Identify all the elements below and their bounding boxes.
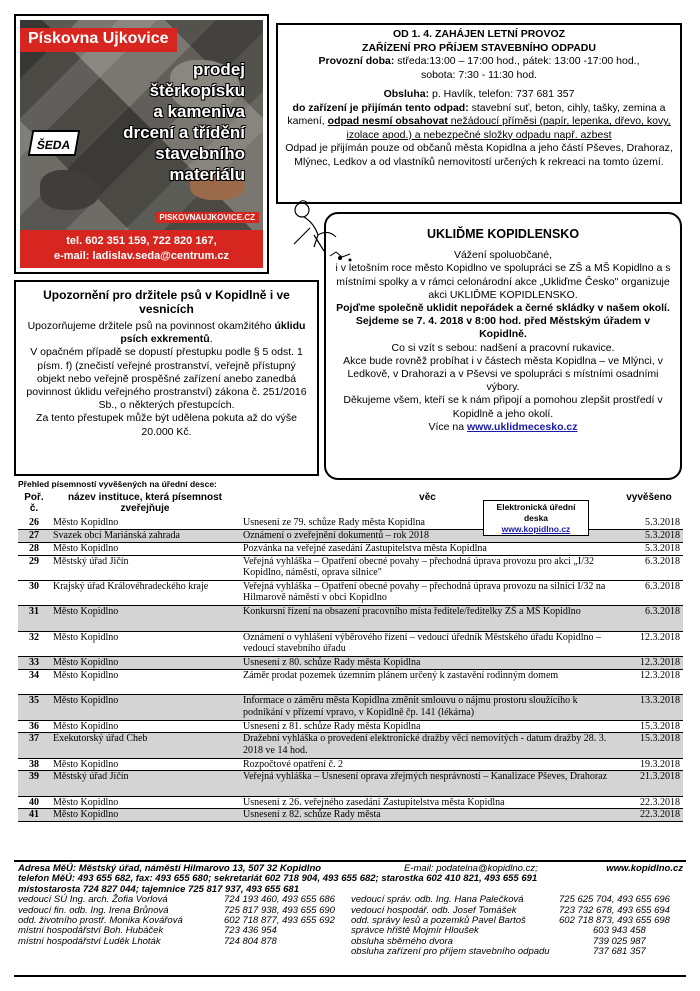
notice-table bbox=[18, 491, 683, 822]
footer-contact-value: 602 718 877, 493 655 692 bbox=[224, 914, 335, 926]
hours-saturday: sobota: 7:30 - 11:30 hod. bbox=[421, 68, 537, 81]
dog-notice-p3: Za tento přestupek může být udělena pokuta až do výše 20.000 Kč. bbox=[36, 412, 297, 438]
advert-web: PISKOVNAUJKOVICE.CZ bbox=[155, 212, 259, 223]
notice-number: 28 bbox=[18, 542, 50, 555]
notice-institution: Svazek obcí Mariánská zahrada bbox=[50, 530, 240, 543]
notice-date: 12.3.2018 bbox=[615, 657, 683, 670]
notice-date: 15.3.2018 bbox=[615, 733, 683, 758]
notice-number: 38 bbox=[18, 758, 50, 771]
notice-row bbox=[18, 758, 683, 771]
notice-number: 26 bbox=[18, 517, 50, 530]
hours-value: středa:13:00 – 17:00 hod., pátek: 13:00 -17:00 hod., bbox=[394, 55, 640, 67]
cleanup-more bbox=[334, 421, 672, 434]
notice-institution: Městský úřad Jičín bbox=[50, 771, 240, 796]
footer-contact-value: 723 436 954 bbox=[224, 925, 277, 937]
notice-subject: Usnesení ze 79. schůze Rady města Kopidlna bbox=[240, 517, 615, 530]
col-num-header: Poř. č. bbox=[24, 492, 44, 515]
hours bbox=[284, 55, 674, 69]
footer-contact-value: 724 804 878 bbox=[224, 935, 277, 947]
footer-deputy: místostarosta 724 827 044; tajemnice 725 817 937, 493 655 681 bbox=[18, 883, 299, 895]
footer-contact-label: místní hospodářství Boh. Hubáček bbox=[18, 925, 164, 937]
footer-email[interactable]: E-mail: podatelna@kopidlno.cz; bbox=[404, 863, 538, 874]
notice-date: 6.3.2018 bbox=[615, 555, 683, 580]
notice-institution: Město Kopidlno bbox=[50, 606, 240, 631]
notice-subject: Veřejná vyhláška – Usnesení oprava zřejmých nesprávností – Kanalizace Pševes, Drahoraz bbox=[240, 771, 615, 796]
notice-date: 5.3.2018 bbox=[615, 517, 683, 530]
dog-owners-notice bbox=[14, 280, 319, 476]
notice-subject: Veřejná vyhláška – Opatření obecné povahy – přechodná úprava provozu na silnici I/32 na Hilmarově náměstí v obci Kopidlno bbox=[240, 580, 615, 605]
footer-contact-value: 723 732 678, 493 655 694 bbox=[559, 904, 670, 916]
footer-last-value: 737 681 357 bbox=[593, 946, 646, 958]
dog-notice-p2: V opačném případě se dopustí přestupku podle § 5 odst. 1 písm. f) (znečistí veřejné prostranství, veřejně přístupný objekt nebo veřejně prospěšné zařízení anebo zanedbá povinnost úklidu veřejného prostranství) zákona č. 251/2016 Sb., o některých přestupcích. bbox=[26, 346, 307, 412]
notice-row bbox=[18, 580, 683, 605]
staff-label: Obsluha: bbox=[383, 88, 430, 100]
notice-subject: Rozpočtové opatření č. 2 bbox=[240, 758, 615, 771]
footer-contact-value: 725 817 938, 493 655 690 bbox=[224, 904, 335, 916]
notice-number: 41 bbox=[18, 809, 50, 822]
notice-institution: Město Kopidlno bbox=[50, 809, 240, 822]
notice-date: 12.3.2018 bbox=[615, 669, 683, 694]
cleanup-thanks: Děkujeme všem, kteří se k nám připojí a pomohou zlepšit prostředí v Kopidlně a jeho okolí. bbox=[343, 394, 663, 420]
footer-contact-label: obsluha sběrného dvora bbox=[351, 935, 453, 947]
notice-institution: Město Kopidlno bbox=[50, 758, 240, 771]
footer-contact-value: 739 025 987 bbox=[593, 935, 646, 947]
notice-date: 5.3.2018 bbox=[615, 542, 683, 555]
advert-frame bbox=[14, 14, 269, 274]
hours-label: Provozní doba: bbox=[318, 55, 395, 67]
notice-institution: Město Kopidlno bbox=[50, 695, 240, 720]
notice-institution: Krajský úřad Královéhradeckého kraje bbox=[50, 580, 240, 605]
footer-last-label: obsluha zařízení pro příjem stavebního odpadu bbox=[351, 946, 550, 958]
notice-row bbox=[18, 542, 683, 555]
dog-notice-p1 bbox=[22, 320, 311, 346]
notice-subject: Usnesení z 26. veřejného zasedání Zastupitelstva města Kopidlna bbox=[240, 796, 615, 809]
notice-date: 22.3.2018 bbox=[615, 796, 683, 809]
footer-contact-label: místní hospodářství Luděk Lhoták bbox=[18, 935, 161, 947]
edesk-link[interactable]: www.kopidlno.cz bbox=[501, 524, 571, 534]
cleanup-meeting: Sejdeme se 7. 4. 2018 v 8:00 hod. před Městským úřadem v Kopidlně. bbox=[355, 315, 651, 341]
summer-subtitle: ZAŘÍZENÍ PRO PŘÍJEM STAVEBNÍHO ODPADU bbox=[362, 41, 596, 54]
footer-phones: telefon MěÚ: 493 655 682, fax: 493 655 680; sekretariát 602 718 904, 493 655 682; starostka 602 410 821, 493 655 691 bbox=[18, 873, 538, 885]
dog-p1-end: . bbox=[209, 333, 213, 346]
notice-number: 39 bbox=[18, 771, 50, 796]
summer-note: Odpad je přijímán pouze od občanů města Kopidlna a jeho částí Pševes, Drahoraz, Mlýnec, Ledkov a od vlastníků nemovitostí určených k rekreaci na tomto území. bbox=[285, 142, 673, 168]
footer-contact-label: vedoucí hospodář. odb. Josef Tomášek bbox=[351, 904, 517, 916]
notice-institution: Město Kopidlno bbox=[50, 657, 240, 670]
accepted-label: do zařízení je přijímán tento odpad: bbox=[292, 101, 469, 114]
footer-contact-label: vedoucí SÚ Ing. arch. Žofia Vorlová bbox=[18, 894, 168, 906]
summer-operation-box bbox=[276, 23, 682, 204]
col-date-header: vyvěšeno bbox=[626, 492, 672, 503]
notice-subject: Oznámení o zveřejnění dokumentů – rok 2018 bbox=[240, 530, 615, 543]
more-label: Více na bbox=[428, 420, 468, 433]
notice-number: 31 bbox=[18, 606, 50, 631]
notice-date: 22.3.2018 bbox=[615, 809, 683, 822]
footer-contact-value: 603 943 458 bbox=[593, 925, 646, 937]
footer-contact-label: odd. životního prostř. Monika Kovářová bbox=[18, 914, 183, 926]
edesk-line2: deska bbox=[523, 513, 549, 523]
stone-decoration bbox=[40, 170, 100, 210]
notice-subject: Záměr prodat pozemek územním plánem určený k zastavění rodinným domem bbox=[240, 669, 615, 694]
notice-subject: Oznámení o vyhlášení výběrového řízení – vedoucí úředník Městského úřadu Kopidlno – vedoucí stavebního úřadu bbox=[240, 631, 615, 656]
notice-institution: Město Kopidlno bbox=[50, 669, 240, 694]
footer-contacts bbox=[18, 895, 683, 947]
notice-table-heading: Přehled písemností vyvěšených na úřední desce: bbox=[18, 479, 217, 489]
notice-date: 13.3.2018 bbox=[615, 695, 683, 720]
advert-email: e-mail: ladislav.seda@centrum.cz bbox=[54, 250, 229, 262]
notice-institution: Město Kopidlno bbox=[50, 542, 240, 555]
footer-contact-value: 724 193 460, 493 655 686 bbox=[224, 894, 335, 906]
notice-number: 34 bbox=[18, 669, 50, 694]
notice-date: 19.3.2018 bbox=[615, 758, 683, 771]
notice-subject: Usnesení z 81. schůze Rady města Kopidlna bbox=[240, 720, 615, 733]
notice-row bbox=[18, 809, 683, 822]
notice-subject: Veřejná vyhláška – Opatření obecné povahy – přechodná úprava provozu pro akci „I/32 Kopidlno, náměstí, oprava silnice" bbox=[240, 555, 615, 580]
notice-subject: Pozvánka na veřejné zasedání Zastupitelstva města Kopidlna bbox=[240, 542, 615, 555]
notice-row bbox=[18, 695, 683, 720]
advert-line: a kameniva bbox=[153, 102, 245, 121]
staff bbox=[284, 88, 674, 102]
footer-contact-value: 725 625 704, 493 655 696 bbox=[559, 894, 670, 906]
dog-p1-bold: úklidu psích exkrementů bbox=[120, 320, 306, 346]
cleanup-call: Pojďme společně uklidit nepořádek a černé skládky v našem okolí. bbox=[336, 302, 670, 315]
notice-institution: Městský úřad Jičín bbox=[50, 555, 240, 580]
notice-institution: Město Kopidlno bbox=[50, 517, 240, 530]
footer-last-row bbox=[18, 947, 683, 957]
footer-web[interactable]: www.kopidlno.cz bbox=[606, 863, 683, 874]
footer bbox=[18, 864, 683, 958]
dog-notice-title: Upozornění pro držitele psů v Kopidlně i ve vesnicích bbox=[43, 288, 290, 316]
staff-value: p. Havlík, telefon: 737 681 357 bbox=[429, 88, 575, 100]
notice-subject: Informace o záměru města Kopidlna změnit smlouvu o nájmu prostoru sloužícího k podnikání v přízemí vpravo, v Kopidlně čp. 141 (lékárna) bbox=[240, 695, 615, 720]
notice-institution: Exekutorský úřad Cheb bbox=[50, 733, 240, 758]
forbidden-value: nežádoucí příměsi (papír, lepenka, dřevo, kovy, izolace apod.) a nebezpečné složky odpadu např. azbest bbox=[346, 115, 671, 141]
advert-phone: tel. 602 351 159, 722 820 167, bbox=[66, 235, 217, 247]
notice-date: 12.3.2018 bbox=[615, 631, 683, 656]
footer-contact-value: 602 718 873, 493 655 698 bbox=[559, 914, 670, 926]
col-institution-header: název instituce, která písemnost zveřejňuje bbox=[68, 492, 222, 515]
notice-date: 6.3.2018 bbox=[615, 580, 683, 605]
notice-number: 32 bbox=[18, 631, 50, 656]
notice-subject: Konkursní řízení na obsazení pracovního místa ředitele/ředitelky ZŠ a MŠ Kopidlno bbox=[240, 606, 615, 631]
footer-divider bbox=[14, 860, 686, 862]
notice-row bbox=[18, 733, 683, 758]
cleanup-title: UKLIĎME KOPIDLENSKO bbox=[426, 227, 580, 241]
seda-logo: ŠEDA bbox=[28, 130, 81, 156]
footer-contact-label: vedoucí správ. odb. Ing. Hana Palečková bbox=[351, 894, 524, 906]
notice-subject: Usnesení z 80. schůze Rady města Kopidlna bbox=[240, 657, 615, 670]
forbidden-label: odpad nesmí obsahovat bbox=[327, 115, 448, 127]
cleanup-box bbox=[324, 212, 682, 480]
summer-title: OD 1. 4. ZAHÁJEN LETNÍ PROVOZ bbox=[392, 28, 566, 40]
notice-row bbox=[18, 555, 683, 580]
notice-number: 29 bbox=[18, 555, 50, 580]
footer-address: Adresa MěÚ: Městský úřad, náměstí Hilmarovo 13, 507 32 Kopidlno bbox=[18, 863, 322, 874]
notice-row bbox=[18, 631, 683, 656]
accepted-value: stavební suť, beton, cihly, tašky, zemina a kamení, bbox=[287, 101, 666, 127]
cleanup-parts: Akce bude rovněž probíhat i v částech města Kopidlna – ve Mlýnci, v Ledkově, v Drahorazi a v Pševsi ve spolupráci s místními osadními výbory. bbox=[343, 354, 663, 394]
notice-number: 33 bbox=[18, 657, 50, 670]
notice-table-body bbox=[18, 517, 683, 822]
notice-row bbox=[18, 720, 683, 733]
notice-number: 40 bbox=[18, 796, 50, 809]
notice-number: 37 bbox=[18, 733, 50, 758]
cleanup-greeting: Vážení spoluobčané, bbox=[453, 249, 553, 262]
footer-contact-label: odd. správy lesů a pozemků Pavel Bartoš bbox=[351, 914, 526, 926]
notice-row bbox=[18, 657, 683, 670]
sand-pit-advert bbox=[20, 20, 263, 268]
notice-number: 30 bbox=[18, 580, 50, 605]
accepted-waste bbox=[284, 102, 674, 143]
col-subject-header: věc bbox=[419, 492, 436, 503]
notice-row bbox=[18, 771, 683, 796]
notice-number: 36 bbox=[18, 720, 50, 733]
cleanup-intro: i v letošním roce město Kopidlno ve spolupráci se ZŠ a MŠ Kopidlno a s místními spolky a v rámci celonárodní akce „Ukliďme Česko" organizuje akci UKLIĎME KOPIDLENSKO. bbox=[335, 262, 671, 301]
notice-number: 27 bbox=[18, 530, 50, 543]
notice-date: 6.3.2018 bbox=[615, 606, 683, 631]
advert-line: štěrkopísku bbox=[149, 81, 245, 100]
notice-number: 35 bbox=[18, 695, 50, 720]
notice-institution: Město Kopidlno bbox=[50, 720, 240, 733]
notice-subject: Usnesení z 82. schůze Rady města bbox=[240, 809, 615, 822]
notice-row bbox=[18, 606, 683, 631]
notice-institution: Město Kopidlno bbox=[50, 796, 240, 809]
footer-contact-label: vedoucí fin. odb. Ing. Irena Brůnová bbox=[18, 904, 169, 916]
notice-subject: Dražební vyhláška o provedení elektronické dražby věcí nemovitých - datum dražby 28. 3. 2018 ve 14 hod. bbox=[240, 733, 615, 758]
edesk-line1: Elektronická úřední bbox=[496, 502, 576, 512]
cleanup-link[interactable]: www.uklidmecesko.cz bbox=[467, 420, 578, 433]
advert-line: materiálu bbox=[169, 165, 245, 184]
electronic-board-box bbox=[483, 500, 589, 536]
notice-date: 15.3.2018 bbox=[615, 720, 683, 733]
advert-line: stavebního bbox=[155, 144, 245, 163]
footer-bottom-rule bbox=[14, 975, 686, 977]
advert-brand: Pískovna Ujkovice bbox=[20, 28, 177, 52]
advert-contact bbox=[20, 230, 263, 268]
footer-contact-label: správce hřiště Mojmír Hloušek bbox=[351, 925, 479, 937]
advert-line: prodej bbox=[193, 60, 245, 79]
notice-institution: Město Kopidlno bbox=[50, 631, 240, 656]
notice-row bbox=[18, 796, 683, 809]
footer-contact-row bbox=[18, 895, 683, 905]
notice-row bbox=[18, 669, 683, 694]
dog-p1-text: Upozorňujeme držitele psů na povinnost okamžitého bbox=[27, 320, 275, 332]
advert-line: drcení a třídění bbox=[123, 123, 245, 142]
cleanup-bring: Co si vzít s sebou: nadšení a pracovní rukavice. bbox=[391, 341, 615, 354]
notice-date: 5.3.2018 bbox=[615, 530, 683, 543]
notice-date: 21.3.2018 bbox=[615, 771, 683, 796]
